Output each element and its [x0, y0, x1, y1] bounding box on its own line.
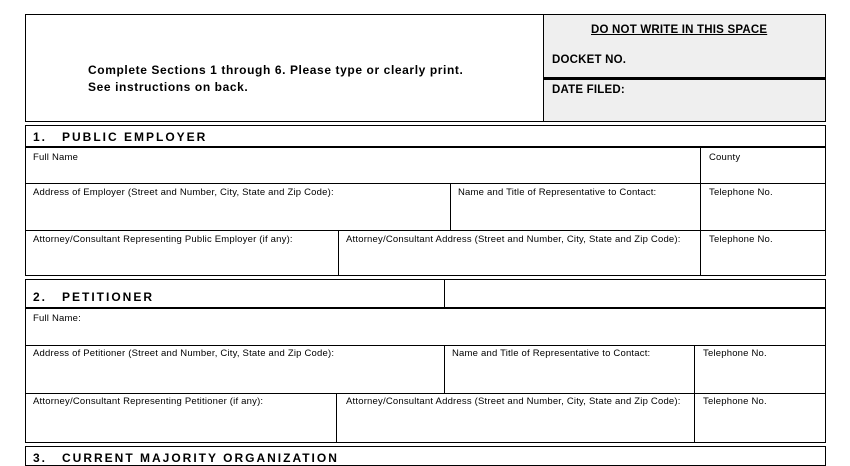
section-2-title: PETITIONER	[62, 290, 155, 304]
petitioner-telephone-label: Telephone No.	[703, 348, 767, 359]
section-1-row-divider-2	[25, 230, 826, 231]
petitioner-representative-field[interactable]	[449, 361, 689, 390]
petitioner-address-label: Address of Petitioner (Street and Number, City, State and Zip Code):	[33, 348, 335, 359]
section-3-title: CURRENT MAJORITY ORGANIZATION	[62, 451, 339, 465]
petitioner-representative-label: Name and Title of Representative to Contact:	[452, 348, 651, 359]
employer-attorney-label: Attorney/Consultant Representing Public Employer (if any):	[33, 234, 293, 245]
petitioner-full-name-label: Full Name:	[33, 313, 81, 324]
employer-full-name-label: Full Name	[33, 152, 79, 163]
section-3-number: 3.	[33, 451, 48, 465]
section-2-col-divider-attorney	[336, 393, 337, 443]
section-2-number: 2.	[33, 290, 48, 304]
section-1-col-divider-address	[450, 183, 451, 230]
office-use-title: DO NOT WRITE IN THIS SPACE	[591, 24, 768, 36]
section-1-number: 1.	[33, 130, 48, 144]
employer-address-label: Address of Employer (Street and Number, City, State and Zip Code):	[33, 187, 334, 198]
petitioner-attorney-label: Attorney/Consultant Representing Petitioner (if any):	[33, 396, 264, 407]
instructions-line-2: See instructions on back.	[88, 80, 249, 94]
petitioner-attorney-address-label: Attorney/Consultant Address (Street and Number, City, State and Zip Code):	[346, 396, 681, 407]
employer-attorney-telephone-label: Telephone No.	[709, 234, 773, 245]
section-1-col-divider-county	[700, 147, 701, 276]
petitioner-telephone-field[interactable]	[699, 361, 820, 390]
section-2-row-divider-2	[25, 393, 826, 394]
docket-number-label: DOCKET NO.	[552, 54, 627, 66]
petitioner-address-field[interactable]	[30, 361, 439, 390]
instructions-line-1: Complete Sections 1 through 6. Please type or clearly print.	[88, 63, 464, 77]
section-2-row-divider-1	[25, 345, 826, 346]
section-1-title: PUBLIC EMPLOYER	[62, 130, 208, 144]
date-filed-field[interactable]	[640, 80, 820, 102]
employer-attorney-telephone-field[interactable]	[705, 247, 820, 273]
employer-full-name-field[interactable]	[30, 164, 695, 181]
employer-county-field[interactable]	[705, 164, 820, 181]
employer-attorney-address-label: Attorney/Consultant Address (Street and Number, City, State and Zip Code):	[346, 234, 681, 245]
employer-county-label: County	[709, 152, 741, 163]
employer-attorney-address-field[interactable]	[343, 247, 695, 273]
section-2-col-divider-telephone	[694, 345, 695, 443]
section-1-col-divider-attorney	[338, 230, 339, 276]
employer-telephone-field[interactable]	[705, 200, 820, 227]
section-1-row-divider-1	[25, 183, 826, 184]
petitioner-attorney-telephone-label: Telephone No.	[703, 396, 767, 407]
petitioner-attorney-address-field[interactable]	[341, 409, 689, 439]
employer-attorney-field[interactable]	[30, 247, 333, 273]
employer-representative-label: Name and Title of Representative to Contact:	[458, 187, 657, 198]
employer-representative-field[interactable]	[455, 200, 695, 227]
section-2-col-divider-address	[444, 345, 445, 393]
date-filed-label: DATE FILED:	[552, 84, 625, 96]
petitioner-attorney-field[interactable]	[30, 409, 331, 439]
section-2-header-divider	[444, 279, 445, 308]
docket-number-field[interactable]	[640, 50, 820, 72]
petitioner-attorney-telephone-field[interactable]	[699, 409, 820, 439]
employer-telephone-label: Telephone No.	[709, 187, 773, 198]
petitioner-full-name-field[interactable]	[30, 325, 820, 343]
employer-address-field[interactable]	[30, 200, 445, 227]
